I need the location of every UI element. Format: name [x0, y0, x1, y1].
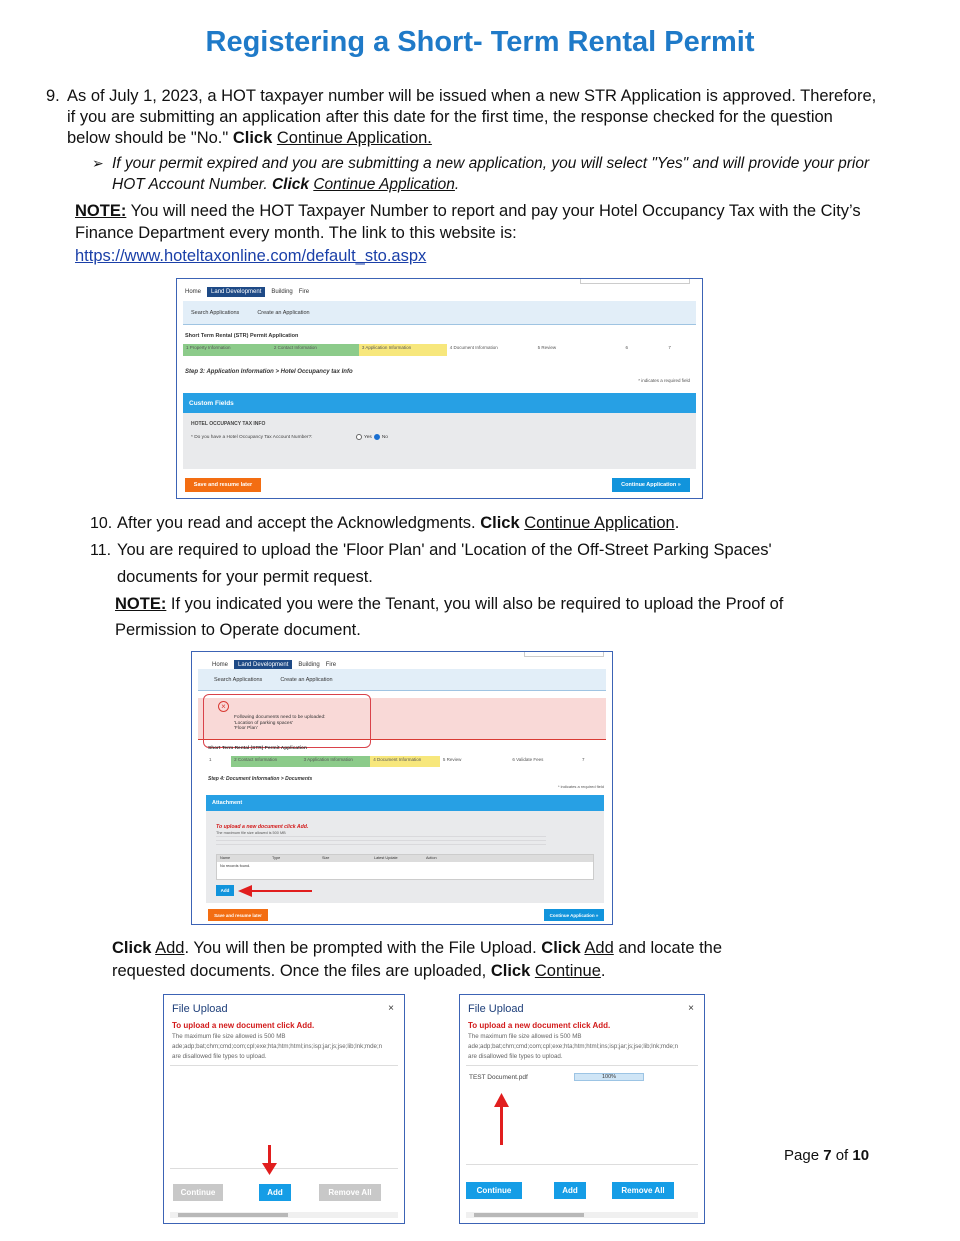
step2-4: 4 Document Information [370, 756, 440, 767]
app-title: Short Term Rental (STR) Permit Application [185, 333, 299, 339]
dialog1-close-icon[interactable]: × [388, 1003, 394, 1014]
col-size: Size [322, 856, 330, 860]
step9-click-label: Click [232, 129, 273, 147]
subnav-create-application[interactable]: Create an Application [257, 309, 310, 316]
step-5: 5 Review [535, 344, 623, 356]
save-resume-button-2[interactable]: Save and resume later [208, 909, 268, 921]
note1-line1 [75, 201, 861, 222]
step2-3: 3 Application Information [301, 756, 371, 767]
no-records-row: No records found. [220, 864, 251, 868]
dialog1-title: File Upload [172, 1003, 228, 1015]
nav2-home[interactable]: Home [212, 662, 229, 668]
nav-land-development[interactable]: Land Development [207, 287, 265, 297]
required-note-2: * indicates a required field [557, 784, 604, 789]
dialog1-note3: are disallowed file types to upload. [172, 1053, 267, 1060]
radio-no-label: No [381, 434, 388, 440]
dialog2-title: File Upload [468, 1003, 524, 1015]
click-add-text2: and locate the [613, 939, 723, 957]
documents-table [216, 854, 594, 880]
step11-note-line2: Permission to Operate document. [115, 621, 361, 639]
step9-line2: if you are submitting an application after this date for the first time, the response checked for the question [67, 108, 833, 126]
custom-fields-header: Custom Fields [183, 393, 696, 413]
click-add-line1 [112, 938, 722, 959]
subnav [183, 301, 696, 325]
dialog1-note2: ade;adp;bat;chm;cmd;com;cpl;exe;hta;htm;html;ins;isp;jar;js;jse;lib;lnk;mde;n [172, 1043, 383, 1050]
bullet-marker-icon: ➢ [92, 155, 104, 171]
step-6: 6 [623, 344, 666, 356]
click-add-bold3: Click [490, 962, 531, 980]
step-1: 1 Property Information [183, 344, 271, 356]
click-add-link2[interactable]: Add [584, 939, 614, 957]
step11-note-line1 [115, 594, 783, 615]
subnav-2 [198, 669, 606, 691]
subnav2-search-applications[interactable]: Search Applications [214, 676, 263, 683]
step10-continue-link[interactable]: Continue Application [524, 514, 675, 532]
app-title-2: Short Term Rental (STR) Permit Application [208, 746, 307, 751]
click-add-bold1: Click [112, 939, 152, 957]
click-add-bold2: Click [541, 939, 581, 957]
dialog1-add-button[interactable]: Add [259, 1184, 291, 1201]
upload-progress-bar [574, 1073, 644, 1081]
nav2-building[interactable]: Building [298, 662, 320, 668]
dialog2-remove-all-button[interactable]: Remove All [612, 1182, 674, 1199]
step10-end: . [674, 514, 680, 532]
uploaded-file-name: TEST Document.pdf [469, 1074, 528, 1081]
radio-yes[interactable] [356, 434, 362, 440]
progress-steps-2 [206, 756, 604, 767]
step9-bullet-end: . [454, 176, 460, 193]
top-nav [185, 287, 309, 297]
subnav2-create-application[interactable]: Create an Application [280, 676, 333, 683]
screenshot-documents [191, 651, 613, 925]
search-box[interactable] [580, 279, 690, 284]
step10-line [117, 513, 679, 534]
dialog1-continue-button[interactable]: Continue [173, 1184, 223, 1201]
page-title: Registering a Short- Term Rental Permit [205, 26, 755, 58]
click-add-link1[interactable]: Add [155, 939, 185, 957]
page-current: 7 [823, 1147, 832, 1164]
step10-click: Click [480, 514, 520, 532]
step9-bullet-continue-link[interactable]: Continue Application [313, 176, 455, 193]
step2-2: 2 Contact Information [231, 756, 301, 767]
step9-continue-link[interactable]: Continue Application. [276, 129, 432, 147]
page-label: Page [784, 1147, 824, 1164]
nav2-fire[interactable]: Fire [325, 662, 337, 668]
red-arrow-shaft-1 [250, 890, 312, 892]
hot-section-label: HOTEL OCCUPANCY TAX INFO [191, 421, 266, 427]
file-upload-dialog-uploaded [459, 994, 705, 1224]
nav-fire[interactable]: Fire [298, 289, 310, 295]
error-item-parking: 'Location of parking spaces' [234, 720, 293, 726]
dialog2-scroll-thumb[interactable] [474, 1213, 584, 1217]
dialog2-note2: ade;adp;bat;chm;cmd;com;cpl;exe;hta;htm;html;ins;isp;jar;js;jse;lib;lnk;mde;n [468, 1043, 679, 1050]
step9-bullet-text: HOT Account Number. [112, 176, 272, 193]
dialog1-notes [172, 1032, 398, 1062]
step11-line1: You are required to upload the 'Floor Plan' and 'Location of the Off-Street Parking Spaces' [117, 541, 772, 559]
radio-yes-label: Yes [364, 434, 372, 440]
max-size-note: The maximum file size allowed is 500 MB [216, 831, 286, 835]
step-7: 7 [665, 344, 696, 356]
progress-steps [183, 344, 696, 356]
screenshot-hot-tax-info [176, 278, 703, 499]
click-continue-link[interactable]: Continue [534, 962, 601, 980]
error-item-floor-plan: 'Floor Plan' [234, 726, 258, 731]
click-add-text1: . You will then be prompted with the File Upload. [184, 939, 542, 957]
upload-red-text: To upload a new document click Add. [216, 824, 309, 830]
note1-label: NOTE: [75, 202, 127, 220]
page-number [784, 1147, 869, 1164]
custom-fields-body [183, 413, 696, 469]
page-of: of [831, 1147, 853, 1164]
dialog1-file-area [170, 1065, 398, 1169]
radio-no[interactable] [374, 434, 380, 440]
error-text [234, 715, 325, 732]
step2-6: 6 Validate Fees [509, 756, 579, 767]
step11-number: 11. [90, 542, 112, 559]
save-resume-button[interactable]: Save and resume later [185, 478, 261, 492]
step11-note-label: NOTE: [115, 595, 167, 613]
step-4: 4 Document Information [447, 344, 535, 356]
page-total: 10 [852, 1147, 870, 1164]
step-heading: Step 3: Application Information > Hotel Occupancy tax Info [185, 369, 353, 375]
error-head: Following documents need to be uploaded: [234, 715, 326, 720]
note1-line2: Finance Department every month. The link to this website is: [75, 224, 517, 242]
step9-bullet-click: Click [271, 176, 309, 193]
step10-number: 10. [90, 515, 113, 532]
step9-bullet-line2 [112, 174, 459, 195]
click-add-line2-text: requested documents. Once the files are uploaded, [112, 962, 491, 980]
radio-group [356, 434, 388, 440]
dialog2-close-icon[interactable]: × [688, 1003, 694, 1014]
step-heading-2: Step 4: Document Information > Documents [208, 776, 313, 782]
continue-application-button[interactable]: Continue Application » [612, 478, 690, 492]
col-name: Name [220, 856, 231, 860]
red-arrow-left-icon [238, 885, 252, 897]
step2-7: 7 [579, 756, 604, 767]
attachment-body [206, 811, 604, 903]
nav-building[interactable]: Building [271, 289, 293, 295]
step-2: 2 Contact Information [271, 344, 359, 356]
hot-question: * Do you have a Hotel Occupancy Tax Account Number?: [191, 435, 313, 440]
step10-text: After you read and accept the Acknowledgments. [117, 514, 481, 532]
dialog1-remove-all-button[interactable]: Remove All [319, 1184, 381, 1201]
attachment-header: Attachment [206, 795, 604, 811]
note1-text: You will need the HOT Taxpayer Number to report and pay your Hotel Occupancy Tax with the City’s [126, 202, 861, 220]
nav2-land-development[interactable]: Land Development [234, 660, 292, 670]
step9-line1: As of July 1, 2023, a HOT taxpayer number will be issued when a new STR Application is approved. Therefore, [67, 87, 877, 105]
step2-1: 1 [206, 756, 231, 767]
dialog1-red-text: To upload a new document click Add. [172, 1021, 315, 1030]
hoteltax-url-link[interactable]: https://www.hoteltaxonline.com/default_sto.aspx [75, 247, 427, 265]
error-icon: × [218, 701, 229, 712]
step11-note-text: If you indicated you were the Tenant, you will also be required to upload the Proof of [166, 595, 784, 613]
upload-progress-label: 100% [601, 1074, 617, 1080]
step9-number: 9. [46, 87, 60, 105]
dialog1-scrollbar[interactable] [170, 1212, 398, 1218]
dialog2-note1: The maximum file size allowed is 500 MB [468, 1033, 582, 1040]
required-note: * indicates a required field [638, 378, 690, 383]
red-arrow-down-icon [262, 1163, 277, 1175]
step9-line3 [67, 128, 432, 149]
dialog2-scrollbar[interactable] [466, 1212, 698, 1218]
dialog2-continue-button[interactable]: Continue [466, 1182, 522, 1199]
dialog1-note1: The maximum file size allowed is 500 MB [172, 1033, 286, 1040]
col-latest-update: Latest Update [374, 856, 398, 860]
error-highlight [203, 694, 371, 748]
search-box-2[interactable] [524, 652, 604, 657]
step11-line2: documents for your permit request. [117, 568, 373, 586]
red-arrow-shaft-3 [500, 1105, 503, 1145]
dialog2-add-button[interactable]: Add [554, 1182, 586, 1199]
step-3: 3 Application Information [359, 344, 447, 356]
col-type: Type [272, 856, 281, 860]
red-arrow-up-icon [494, 1093, 509, 1107]
step9-line3-text: below should be "No." [67, 129, 233, 147]
nav-home[interactable]: Home [185, 289, 202, 295]
click-add-line2 [112, 961, 606, 982]
subnav-search-applications[interactable]: Search Applications [191, 309, 240, 316]
disallowed-types-text [216, 836, 546, 848]
documents-table-header [217, 855, 593, 862]
dialog2-notes [468, 1032, 698, 1062]
step9-bullet-line1: If your permit expired and you are submitting a new application, you will select "Yes" and will provide your prior [112, 155, 870, 172]
dialog2-red-text: To upload a new document click Add. [468, 1021, 611, 1030]
step2-5: 5 Review [440, 756, 510, 767]
col-action: Action [426, 856, 437, 860]
file-upload-dialog-empty [163, 994, 405, 1224]
dialog2-note3: are disallowed file types to upload. [468, 1053, 563, 1060]
dialog1-scroll-thumb[interactable] [178, 1213, 288, 1217]
attachment-add-button[interactable]: Add [216, 885, 234, 896]
continue-application-button-2[interactable]: Continue Application » [544, 909, 604, 921]
click-add-end: . [600, 962, 606, 980]
